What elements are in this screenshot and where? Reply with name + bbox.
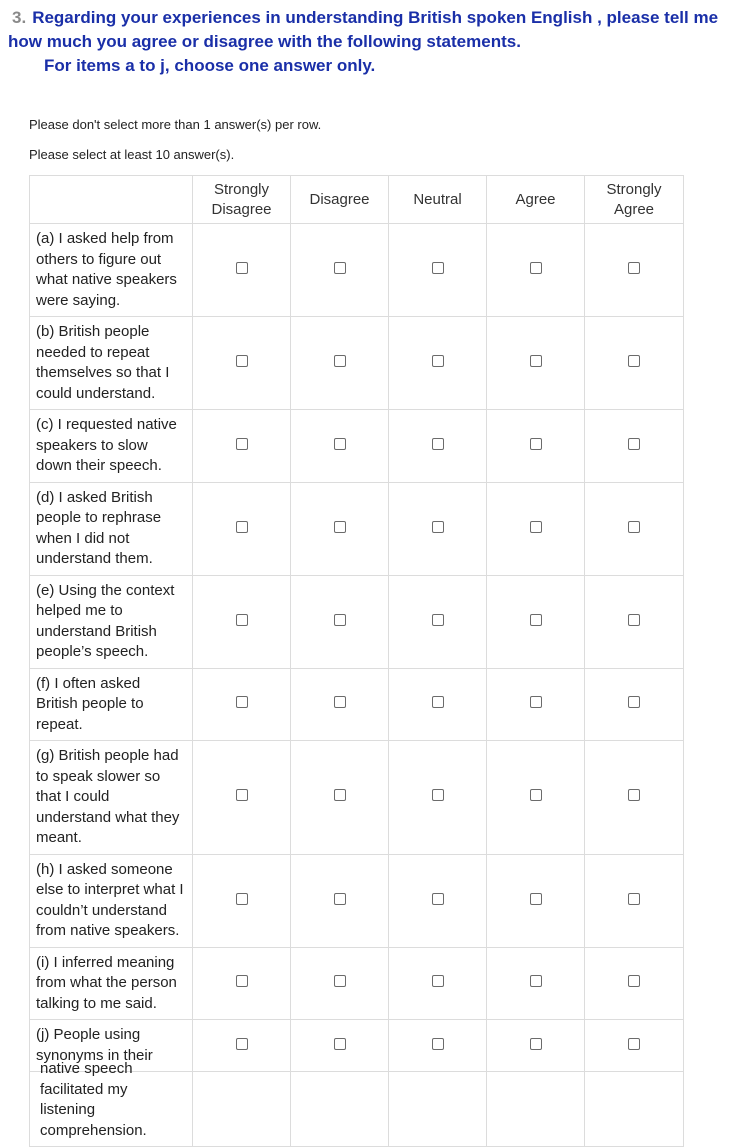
checkbox-j-strongly-disagree[interactable] [236,1038,248,1050]
answer-cell [487,482,585,575]
answer-cell [585,317,684,410]
answer-cell [291,224,389,317]
continuation-cell [291,1057,389,1147]
answer-cell [389,317,487,410]
question-text-line2: how much you agree or disagree with the following statements. [8,32,521,51]
checkbox-h-neutral[interactable] [432,893,444,905]
checkbox-d-strongly-disagree[interactable] [236,521,248,533]
answer-cell [487,854,585,947]
continuation-cell [585,1057,684,1147]
statement-label-j: (j) People using synonyms in their [30,1020,193,1072]
question-heading [8,6,736,78]
checkbox-j-disagree[interactable] [334,1038,346,1050]
statement-row-d [30,482,684,575]
answer-cell [193,741,291,855]
checkbox-c-strongly-disagree[interactable] [236,438,248,450]
checkbox-j-neutral[interactable] [432,1038,444,1050]
continuation-row [30,1057,684,1147]
checkbox-h-strongly-agree[interactable] [628,893,640,905]
answer-cell [389,947,487,1020]
checkbox-g-strongly-disagree[interactable] [236,789,248,801]
statement-row-i [30,947,684,1020]
checkbox-e-agree[interactable] [530,614,542,626]
statement-row-a [30,224,684,317]
checkbox-i-disagree[interactable] [334,975,346,987]
answer-cell [389,854,487,947]
statement-label-i: (i) I inferred meaning from what the person talking to me said. [30,947,193,1020]
answer-cell [193,575,291,668]
statement-label-d: (d) I asked British people to rephrase when I did not understand them. [30,482,193,575]
answer-cell [291,947,389,1020]
statement-row-g [30,741,684,855]
question-instruction: For items a to j, choose one answer only. [44,56,376,75]
answer-cell [487,741,585,855]
max-per-row-note: Please don't select more than 1 answer(s) per row. [29,117,322,132]
answer-cell [193,854,291,947]
header-corner [30,176,193,224]
min-answers-note: Please select at least 10 answer(s). [29,147,235,162]
answer-cell [487,317,585,410]
checkbox-a-agree[interactable] [530,262,542,274]
column-header-neutral: Neutral [389,176,487,224]
continuation-row-wrapper [29,1057,683,1147]
answer-cell [487,575,585,668]
continuation-cell [487,1057,585,1147]
answer-cell [291,741,389,855]
answer-cell [585,668,684,741]
checkbox-a-strongly-agree[interactable] [628,262,640,274]
answer-cell [193,224,291,317]
checkbox-j-strongly-agree[interactable] [628,1038,640,1050]
checkbox-e-strongly-agree[interactable] [628,614,640,626]
statement-row-e [30,575,684,668]
checkbox-h-disagree[interactable] [334,893,346,905]
answer-cell [389,482,487,575]
column-header-agree: Agree [487,176,585,224]
answer-cell [487,947,585,1020]
continuation-table [29,1057,684,1147]
checkbox-b-neutral[interactable] [432,355,444,367]
answer-cell [193,947,291,1020]
answer-cell [291,410,389,483]
statement-row-h [30,854,684,947]
answer-cell [585,854,684,947]
answer-cell [291,668,389,741]
column-header-strongly-agree: Strongly Agree [585,176,684,224]
checkbox-a-strongly-disagree[interactable] [236,262,248,274]
statement-label-c: (c) I requested native speakers to slow down their speech. [30,410,193,483]
checkbox-f-neutral[interactable] [432,696,444,708]
answer-cell [585,482,684,575]
checkbox-d-strongly-agree[interactable] [628,521,640,533]
continuation-label: native speech facilitated my listening comprehension. [30,1057,193,1147]
checkbox-d-disagree[interactable] [334,521,346,533]
question-number: 3. [12,8,27,27]
checkbox-e-disagree[interactable] [334,614,346,626]
checkbox-a-neutral[interactable] [432,262,444,274]
answer-cell [193,410,291,483]
likert-grid [29,175,684,1072]
checkbox-f-strongly-agree[interactable] [628,696,640,708]
checkbox-c-disagree[interactable] [334,438,346,450]
continuation-cell [193,1057,291,1147]
checkbox-h-strongly-disagree[interactable] [236,893,248,905]
answer-cell [291,575,389,668]
column-header-disagree: Disagree [291,176,389,224]
checkbox-g-disagree[interactable] [334,789,346,801]
checkbox-g-strongly-agree[interactable] [628,789,640,801]
checkbox-j-agree[interactable] [530,1038,542,1050]
statement-row-f [30,668,684,741]
checkbox-f-agree[interactable] [530,696,542,708]
checkbox-d-neutral[interactable] [432,521,444,533]
checkbox-f-strongly-disagree[interactable] [236,696,248,708]
answer-cell [193,482,291,575]
statement-label-g: (g) British people had to speak slower so that I could understand what they meant. [30,741,193,855]
question-text-line1: Regarding your experiences in understanding British spoken English , please tell me [32,8,719,27]
answer-cell [193,317,291,410]
checkbox-i-strongly-disagree[interactable] [236,975,248,987]
statement-label-f: (f) I often asked British people to repeat. [30,668,193,741]
answer-cell [389,668,487,741]
answer-cell [487,668,585,741]
checkbox-d-agree[interactable] [530,521,542,533]
answer-cell [291,482,389,575]
column-header-strongly-disagree: Strongly Disagree [193,176,291,224]
checkbox-b-strongly-disagree[interactable] [236,355,248,367]
answer-cell [585,410,684,483]
answer-cell [291,854,389,947]
statement-label-e: (e) Using the context helped me to understand British people’s speech. [30,575,193,668]
checkbox-g-neutral[interactable] [432,789,444,801]
answer-cell [389,741,487,855]
answer-cell [389,224,487,317]
statement-label-b: (b) British people needed to repeat themselves so that I could understand. [30,317,193,410]
continuation-cell [389,1057,487,1147]
answer-cell [291,317,389,410]
answer-cell [585,947,684,1020]
statement-label-a: (a) I asked help from others to figure out what native speakers were saying. [30,224,193,317]
checkbox-c-neutral[interactable] [432,438,444,450]
checkbox-e-strongly-disagree[interactable] [236,614,248,626]
checkbox-i-strongly-agree[interactable] [628,975,640,987]
checkbox-h-agree[interactable] [530,893,542,905]
answer-cell [487,410,585,483]
answer-cell [389,575,487,668]
answer-cell [585,741,684,855]
checkbox-b-strongly-agree[interactable] [628,355,640,367]
answer-cell [487,224,585,317]
checkbox-f-disagree[interactable] [334,696,346,708]
checkbox-g-agree[interactable] [530,789,542,801]
answer-cell [585,224,684,317]
checkbox-i-neutral[interactable] [432,975,444,987]
checkbox-i-agree[interactable] [530,975,542,987]
column-header-row [30,176,684,224]
checkbox-b-agree[interactable] [530,355,542,367]
checkbox-b-disagree[interactable] [334,355,346,367]
checkbox-a-disagree[interactable] [334,262,346,274]
answer-cell [585,575,684,668]
statement-row-c [30,410,684,483]
statement-label-h: (h) I asked someone else to interpret what I couldn’t understand from native speakers. [30,854,193,947]
checkbox-e-neutral[interactable] [432,614,444,626]
answer-cell [193,668,291,741]
checkbox-c-agree[interactable] [530,438,542,450]
answer-cell [389,410,487,483]
checkbox-c-strongly-agree[interactable] [628,438,640,450]
statement-row-b [30,317,684,410]
